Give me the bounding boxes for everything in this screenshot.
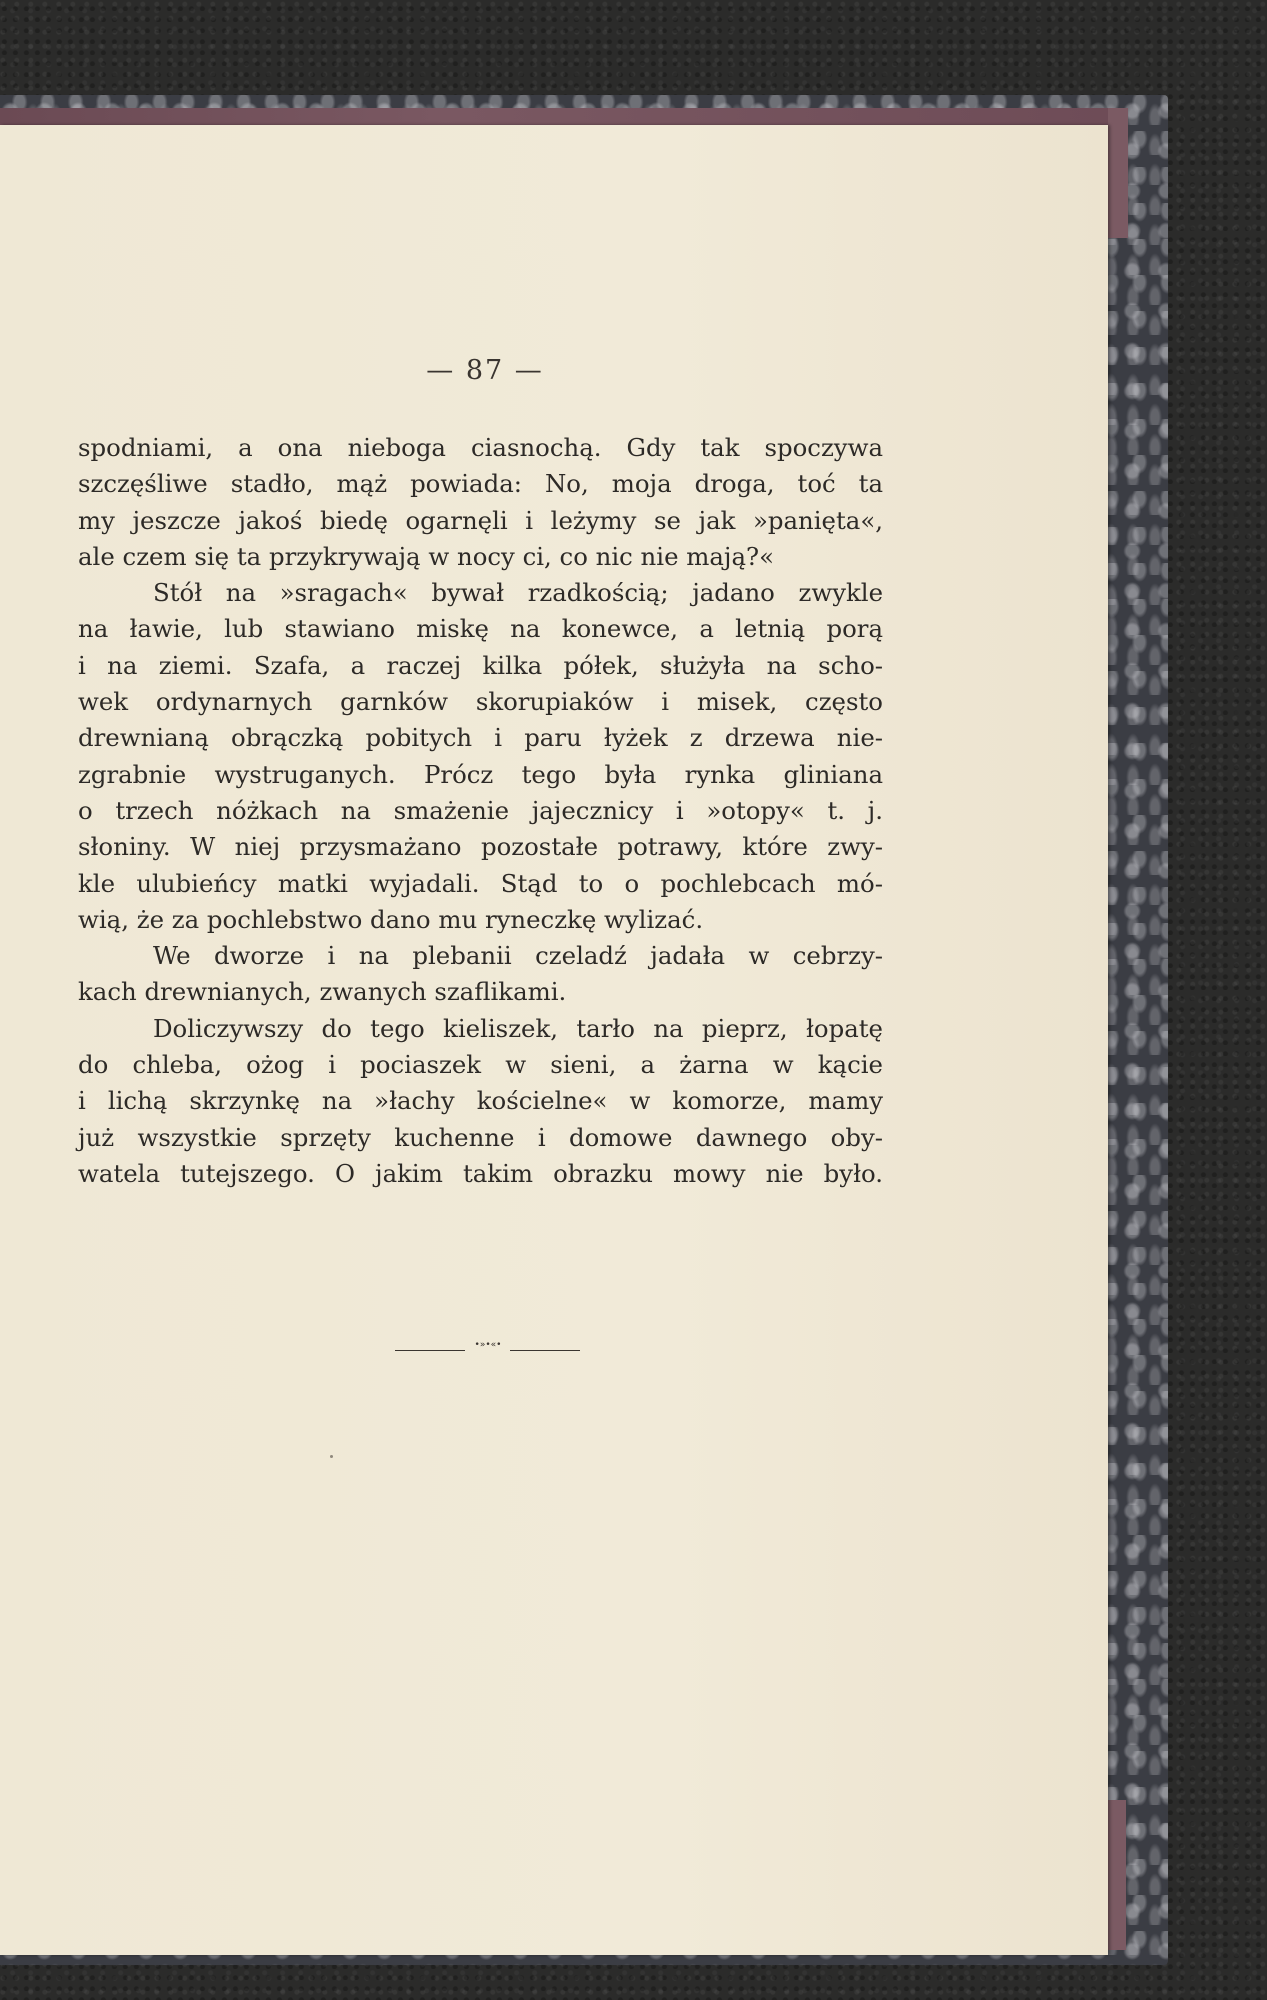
text-line: wią, że za pochlebstwo dano mu ryneczkę wylizać. — [78, 904, 704, 934]
text-line: Doliczywszy do tego kieliszek, tarło na pieprz, łopatę — [153, 1013, 883, 1043]
text-line: kle ulubieńcy matki wyjadali. Stąd to o pochlebcach mó- — [78, 868, 883, 898]
text-line: Stół na »sragach« bywał rzadkością; jadano zwykle — [153, 578, 883, 608]
text-line: wek ordynarnych garnków skorupiaków i misek, często — [78, 687, 883, 717]
text-line: do chleba, ożog i pociaszek w sieni, a żarna w kącie — [78, 1050, 883, 1080]
text-line: drewnianą obrączką pobitych i paru łyżek z drzewa nie- — [78, 723, 883, 753]
text-line: już wszystkie sprzęty kuchenne i domowe dawnego oby- — [78, 1122, 883, 1152]
cover-corner-bottom — [1108, 1800, 1126, 1950]
text-line: zgrabnie wystruganych. Prócz tego była rynka gliniana — [78, 759, 883, 789]
text-line: watela tutejszego. O jakim takim obrazku mowy nie było. — [78, 1158, 883, 1188]
text-line: słoniny. W niej przysmażano pozostałe potrawy, które zwy- — [78, 832, 883, 862]
text-line: my jeszcze jakoś biedę ogarnęli i leżymy se jak »panięta«, — [78, 505, 883, 535]
page-number: — 87 — — [426, 355, 544, 386]
text-line: i lichą skrzynkę na »łachy kościelne« w komorze, mamy — [78, 1086, 883, 1116]
paper-speck — [330, 1455, 333, 1458]
text-line: i na ziemi. Szafa, a raczej kilka półek, służyła na scho- — [78, 650, 883, 680]
cover-corner-top — [1108, 108, 1128, 238]
text-line: szczęśliwe stadło, mąż powiada: No, moja droga, toć ta — [78, 469, 883, 499]
ornament-rule-left — [395, 1350, 465, 1351]
text-line: o trzech nóżkach na smażenie jajecznicy i »otopy« t. j. — [78, 795, 883, 825]
book-page — [0, 125, 1108, 1955]
end-ornament — [395, 1340, 580, 1356]
text-line: ale czem się ta przykrywają w nocy ci, co nic nie mają?« — [78, 541, 775, 571]
body-text — [78, 430, 883, 1192]
text-line: na ławie, lub stawiano miskę na konewce, a letnią porą — [78, 614, 883, 644]
ornament-rule-right — [510, 1350, 580, 1351]
text-line: We dworze i na plebanii czeladź jadała w cebrzy- — [153, 941, 883, 971]
ornament-glyphs: •»•«• — [474, 1340, 502, 1350]
text-line: spodniami, a ona nieboga ciasnochą. Gdy tak spoczywa — [78, 433, 883, 462]
text-line: kach drewnianych, zwanych szaflikami. — [78, 977, 567, 1007]
